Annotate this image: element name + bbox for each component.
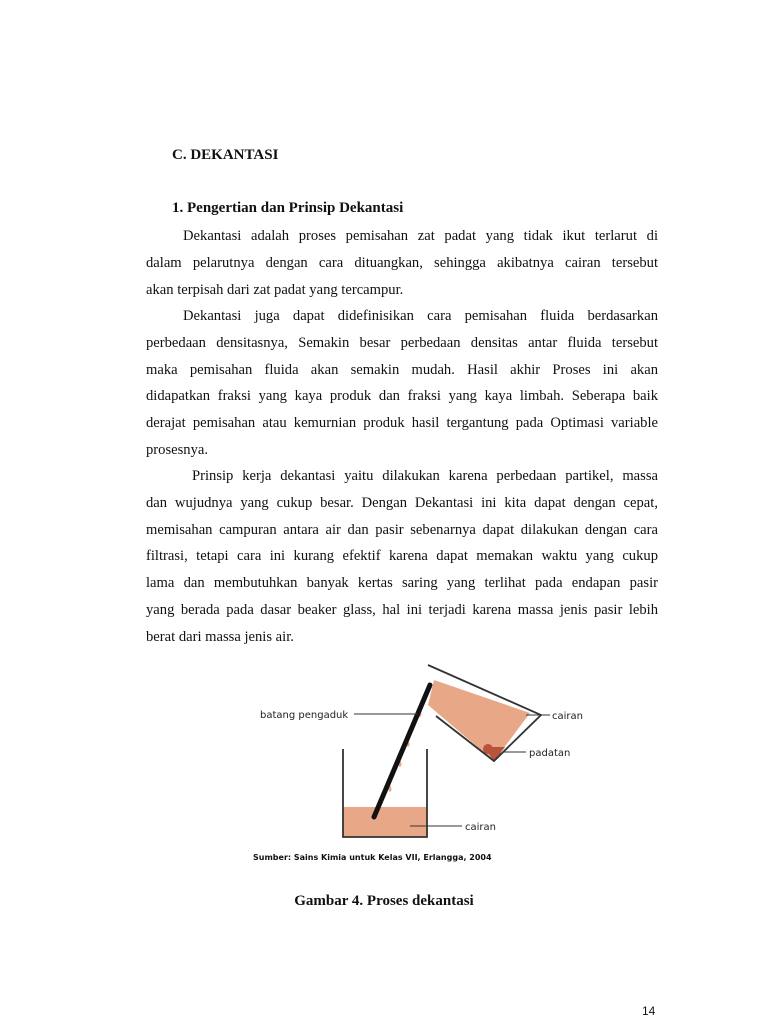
text-line: derajat pemisahan atau kemurnian produk hasil tergantung pada Optimasi variable [146, 415, 658, 432]
text-line: didapatkan fraksi yang kaya produk dan fraksi yang kaya limbah. Seberapa baik [146, 388, 658, 405]
text-line: akan terpisah dari zat padat yang tercampur. [146, 281, 404, 298]
text-line: berat dari massa jenis air. [146, 628, 294, 645]
page-number: 14 [642, 1004, 656, 1018]
figure-caption: Gambar 4. Proses dekantasi [294, 893, 474, 909]
text-line: lama dan membutuhkan banyak kertas saring yang terlihat pada endapan pasir [146, 575, 658, 592]
text-line: dan wujudnya yang cukup besar. Dengan Dekantasi ini kita dapat dengan cepat, [146, 494, 658, 511]
text-line: Prinsip kerja dekantasi yaitu dilakukan karena perbedaan partikel, massa [192, 468, 658, 484]
text-line: filtrasi, tetapi cara ini kurang efektif karena dapat memakan waktu yang cukup [146, 548, 658, 565]
paragraph-principle [146, 463, 658, 651]
stirring-rod [374, 685, 430, 817]
text-line: Dekantasi adalah proses pemisahan zat padat yang tidak ikut terlarut di [183, 228, 658, 244]
text-line: Dekantasi juga dapat didefinisikan cara pemisahan fluida berdasarkan [183, 308, 658, 324]
label-stirring-rod: batang pengaduk [260, 710, 349, 721]
label-liquid-top: cairan [552, 711, 583, 722]
decantation-figure [250, 655, 590, 865]
figure-source: Sumber: Sains Kimia untuk Kelas VII, Erlangga, 2004 [253, 853, 492, 862]
label-solid: padatan [529, 748, 571, 759]
text-line: yang berada pada dasar beaker glass, hal ini terjadi karena massa jenis pasir lebih [146, 601, 658, 618]
text-line: dalam pelarutnya dengan cara dituangkan, sehingga akibatnya cairan tersebut [146, 254, 658, 271]
subsection-heading: 1. Pengertian dan Prinsip Dekantasi [172, 200, 404, 216]
paragraph-density [146, 303, 658, 464]
section-heading: C. DEKANTASI [172, 147, 279, 163]
receiving-beaker-liquid [343, 807, 427, 837]
text-line: memisahan campuran antara air dan pasir sebenarnya dapat dilakukan dengan cara [146, 521, 658, 538]
text-line: maka pemisahan fluida akan semakin mudah. Hasil akhir Proses ini akan [146, 361, 658, 378]
label-liquid-bottom: cairan [465, 822, 496, 833]
decantation-illustration [250, 655, 590, 865]
text-line: perbedaan densitasnya, Semakin besar perbedaan densitas antar fluida tersebut [146, 334, 658, 351]
text-line: prosesnya. [146, 441, 209, 458]
paragraph-definition [146, 223, 658, 303]
